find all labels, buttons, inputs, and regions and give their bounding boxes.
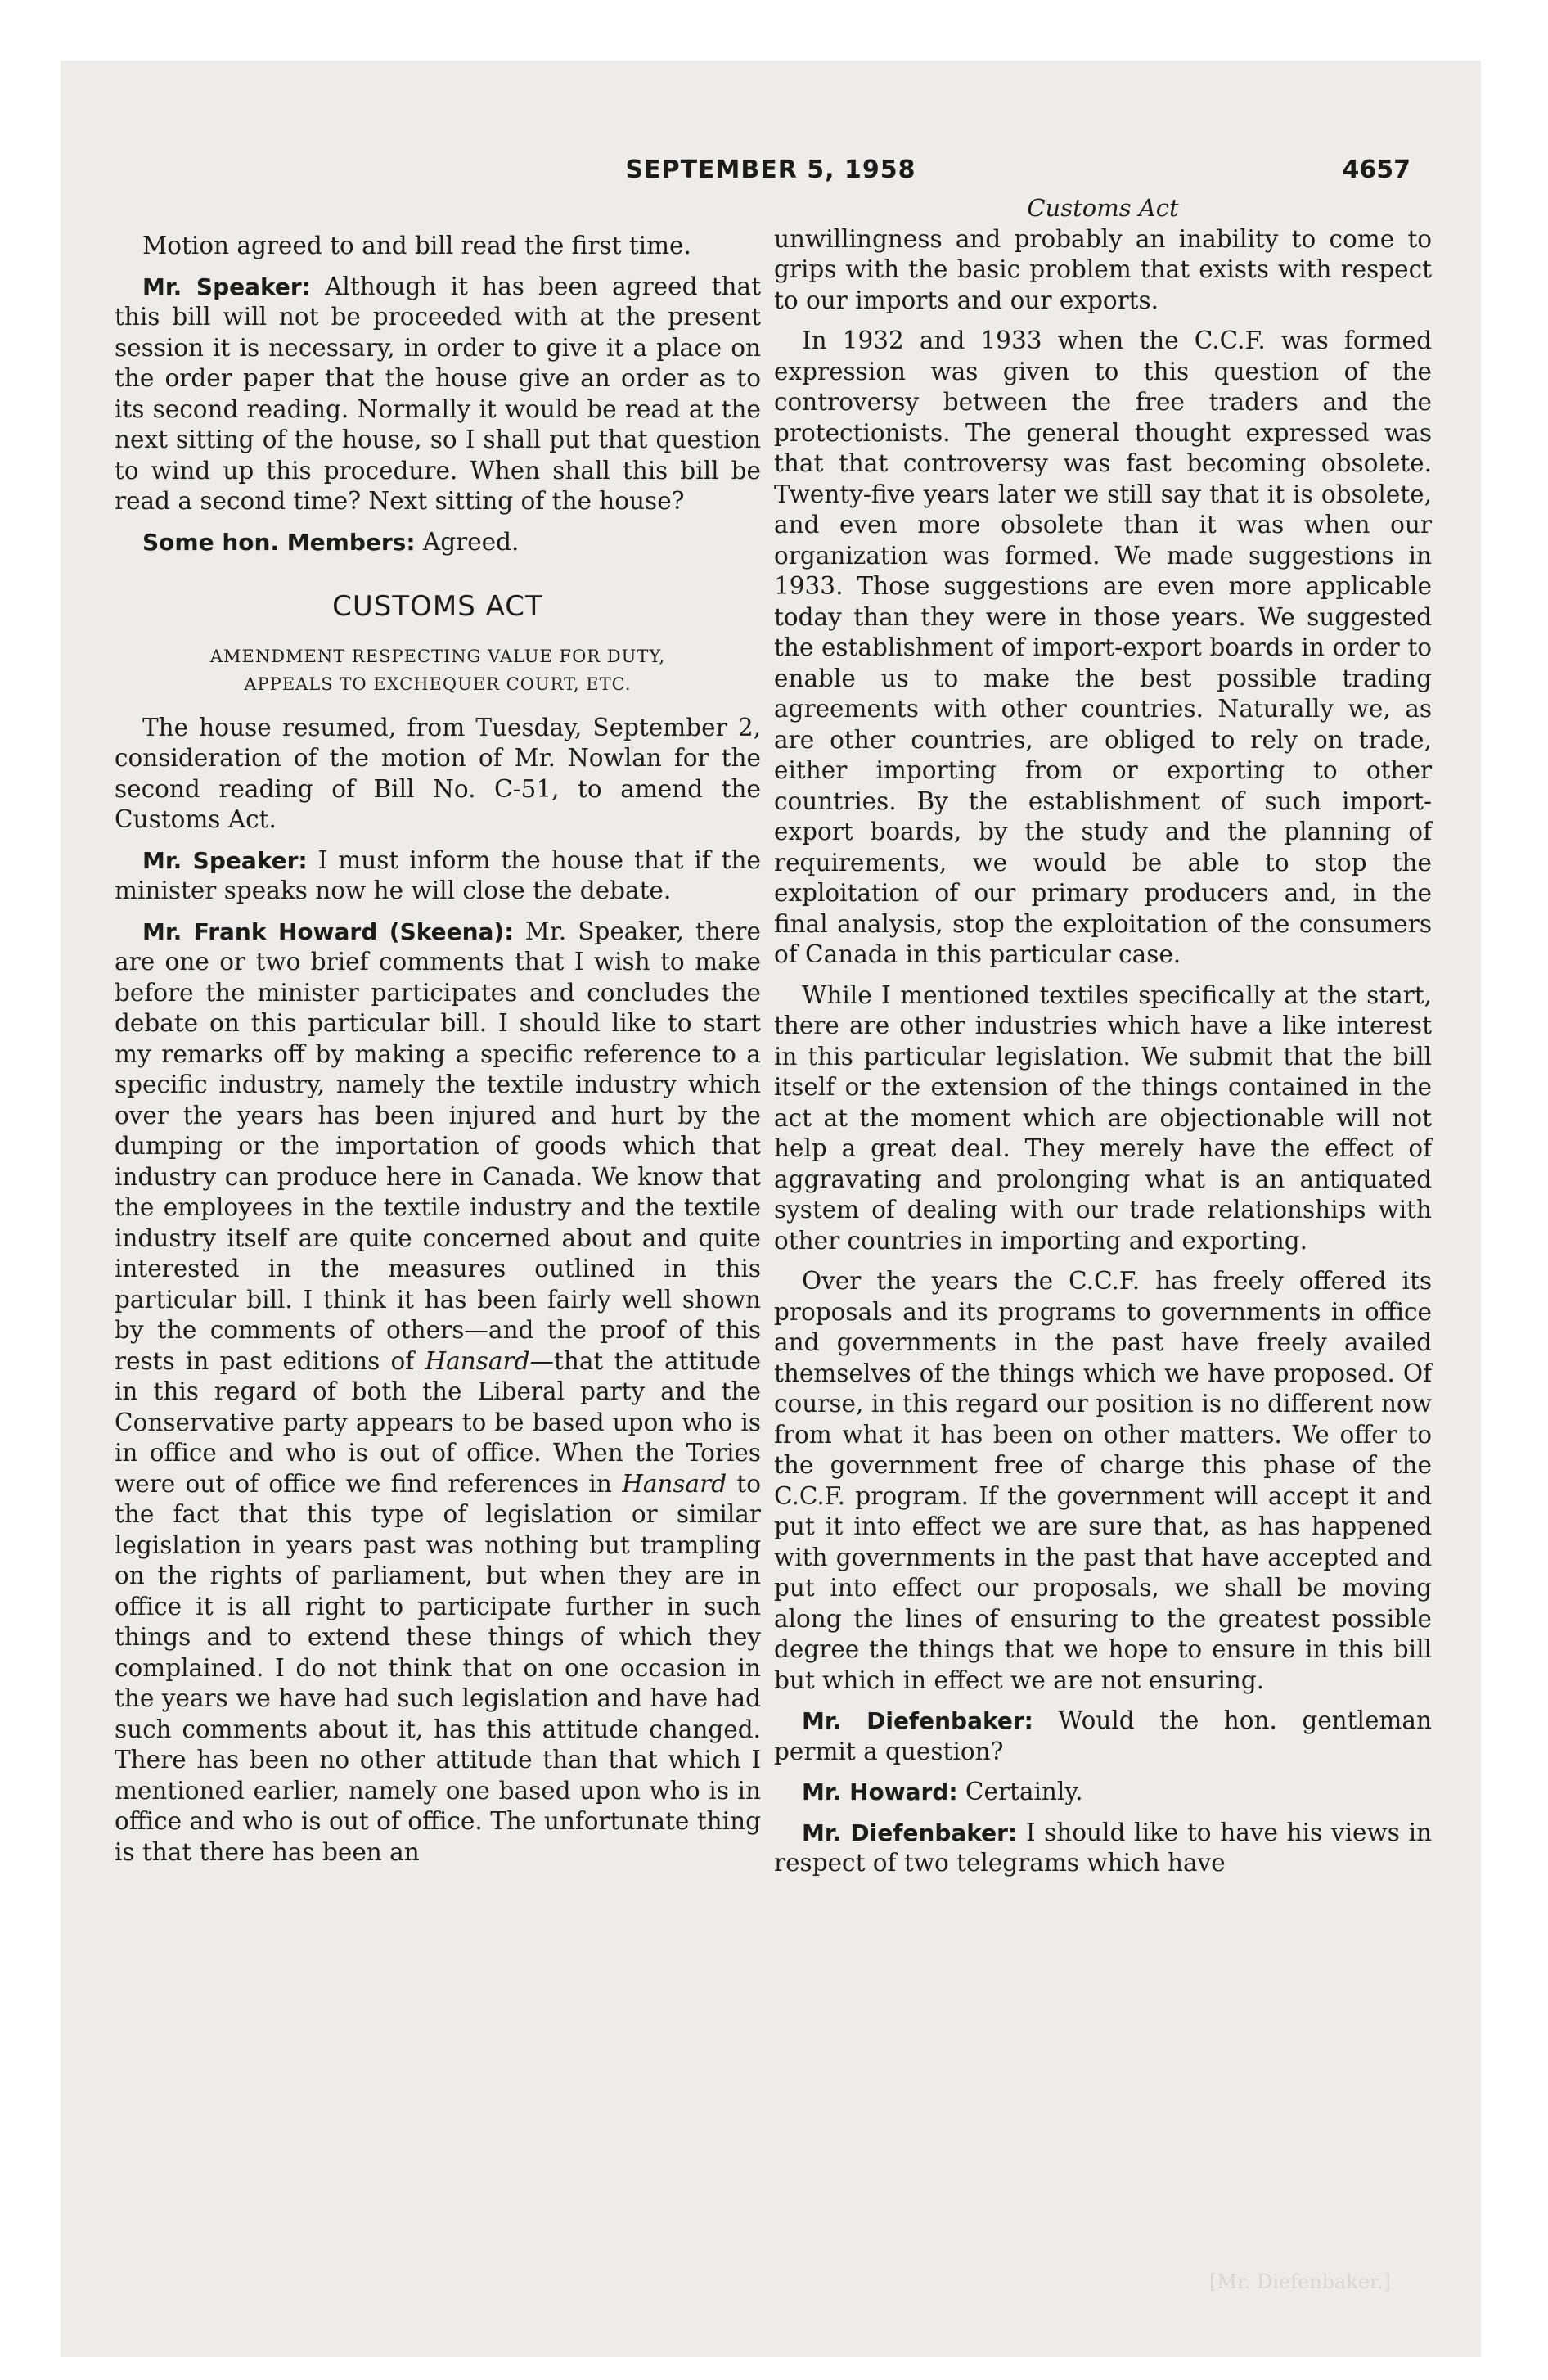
speech-paragraph [115,845,761,907]
paragraph: unwillingness and probably an inability to come to grips with the basic problem that exists with respect to our imports and our exports. [774,224,1432,314]
speech-text: Certainly. [957,1778,1083,1805]
speech-paragraph [115,917,761,1868]
speech-text: Although it has been agreed that this bill will not be proceeded with at the present session it is necessary, in order to give it a place on the order paper that the house give an order as to its second reading. Normally it would be read at the next sitting of the house, so I shall put that question to wind up this procedure. When shall this bill be read a second time? Next sitting of the house? [115,272,762,515]
hansard-reference: Hansard [622,1469,727,1498]
paragraph: Over the years the C.C.F. has freely offered its proposals and its programs to governments in office and governments in the past have freely availed themselves of the things which we have proposed. Of course, in this regard our position is no different now from what it has been on other matters. We offer to the government free of charge this phase of the C.C.F. program. If the government will accept it and put it into effect we are sure that, as has happened with governments in the past that have accepted and put into effect our proposals, we shall be moving along the lines of ensuring to the greatest possible degree the things that we hope to ensure in this bill but which in effect we are not ensuring. [774,1267,1432,1694]
speech-paragraph [774,1777,1432,1808]
speaker-name: Mr. Diefenbaker: [802,1707,1033,1734]
speech-paragraph [115,272,761,517]
running-title: Customs Act [1027,194,1179,222]
section-subtitle-line: AMENDMENT RESPECTING VALUE FOR DUTY, [209,646,666,666]
speech-text: Would the hon. gentleman permit a question? [774,1706,1432,1765]
speaker-name: Mr. Speaker: [142,273,311,300]
hansard-reference: Hansard [425,1346,530,1375]
speech-paragraph [115,527,761,558]
page-number: 4657 [1342,156,1411,184]
right-column [774,193,1432,1889]
speech-text: I should like to have his views in respect of two telegrams which have [774,1818,1432,1877]
paragraph: While I mentioned textiles specifically at the start, there are other industries which have a like interest in this particular legislation. We submit that the bill itself or the extension of the things contained in the act at the moment which are objectionable will not help a great deal. They merely have the effect of aggravating and prolonging what is an antiquated system of dealing with our trade relationships with other countries in importing and exporting. [774,980,1432,1255]
speech-text: to the fact that this type of legislation or similar legislation in years past was nothing but trampling on the rights of parliament, but when they are in office it is all right to participate further in such things and to extend these things of which they complained. I do not think that on one occasion in the years we have had such legislation and have had such comments about it, has this attitude changed. There has been no other attitude than that which I mentioned earlier, namely one based upon who is in office and who is out of office. The unfortunate thing is that there has been an [115,1469,761,1866]
speaker-name: Mr. Diefenbaker: [802,1819,1018,1846]
left-column [115,231,761,1877]
speaker-name: Mr. Speaker: [142,846,308,874]
section-subtitle [115,642,761,698]
section-subtitle-line: APPEALS TO EXCHEQUER COURT, ETC. [244,674,632,694]
paragraph: The house resumed, from Tuesday, September 2, consideration of the motion of Mr. Nowlan for the second reading of Bill No. C-51, to amend the Customs Act. [115,713,761,833]
speech-text: —that the attitude in this regard of both the Liberal party and the Conservative party appears to be based upon who is in office and who is out of office. When the Tories were out of office we find references in [115,1346,762,1498]
header-date: SEPTEMBER 5, 1958 [625,156,916,184]
section-title: CUSTOMS ACT [332,590,543,623]
speaker-name: Mr. Frank Howard (Skeena): [142,917,514,945]
speech-text: I must inform the house that if the minister speaks now he will close the debate. [115,845,761,904]
speech-paragraph [774,1706,1432,1767]
page-header [61,156,1481,188]
speaker-name: Mr. Howard: [802,1778,958,1805]
speaker-name: Some hon. Members: [142,528,416,556]
speech-text: Agreed. [415,527,520,556]
bleed-through-text: [Mr. Diefenbaker.] [1209,2270,1391,2293]
speech-text: Mr. Speaker, there are one or two brief comments that I wish to make before the minister participates and concludes the debate on this particular bill. I should like to start my remarks off by making a specific reference to a specific industry, namely the textile industry which over the years has been injured and hurt by the dumping or the importation of goods which that industry can produce here in Canada. We know that the employees in the textile industry and the textile industry itself are quite concerned about and quite interested in the measures outlined in this particular bill. I think it has been fairly well shown by the comments of others—and the proof of this rests in past editions of [115,917,761,1375]
paragraph: Motion agreed to and bill read the first time. [142,232,691,259]
hansard-page [61,61,1481,2357]
paragraph: In 1932 and 1933 when the C.C.F. was formed expression was given to this question of the controversy between the free traders and the protectionists. The general thought expressed was that that controversy was fast becoming obsolete. Twenty-five years later we still say that it is obsolete, and even more obsolete than it was when our organization was formed. We made suggestions in 1933. Those suggestions are even more applicable today than they were in those years. We suggested the establishment of import-export boards in order to enable us to make the best possible trading agreements with other countries. Naturally we, as are other countries, are obliged to rely on trade, either importing from or exporting to other countries. By the establishment of such import-export boards, by the study and the planning of requirements, we would be able to stop the exploitation of our primary producers and, in the final analysis, stop the exploitation of the consumers of Canada in this particular case. [774,327,1432,968]
speech-paragraph [774,1818,1432,1879]
